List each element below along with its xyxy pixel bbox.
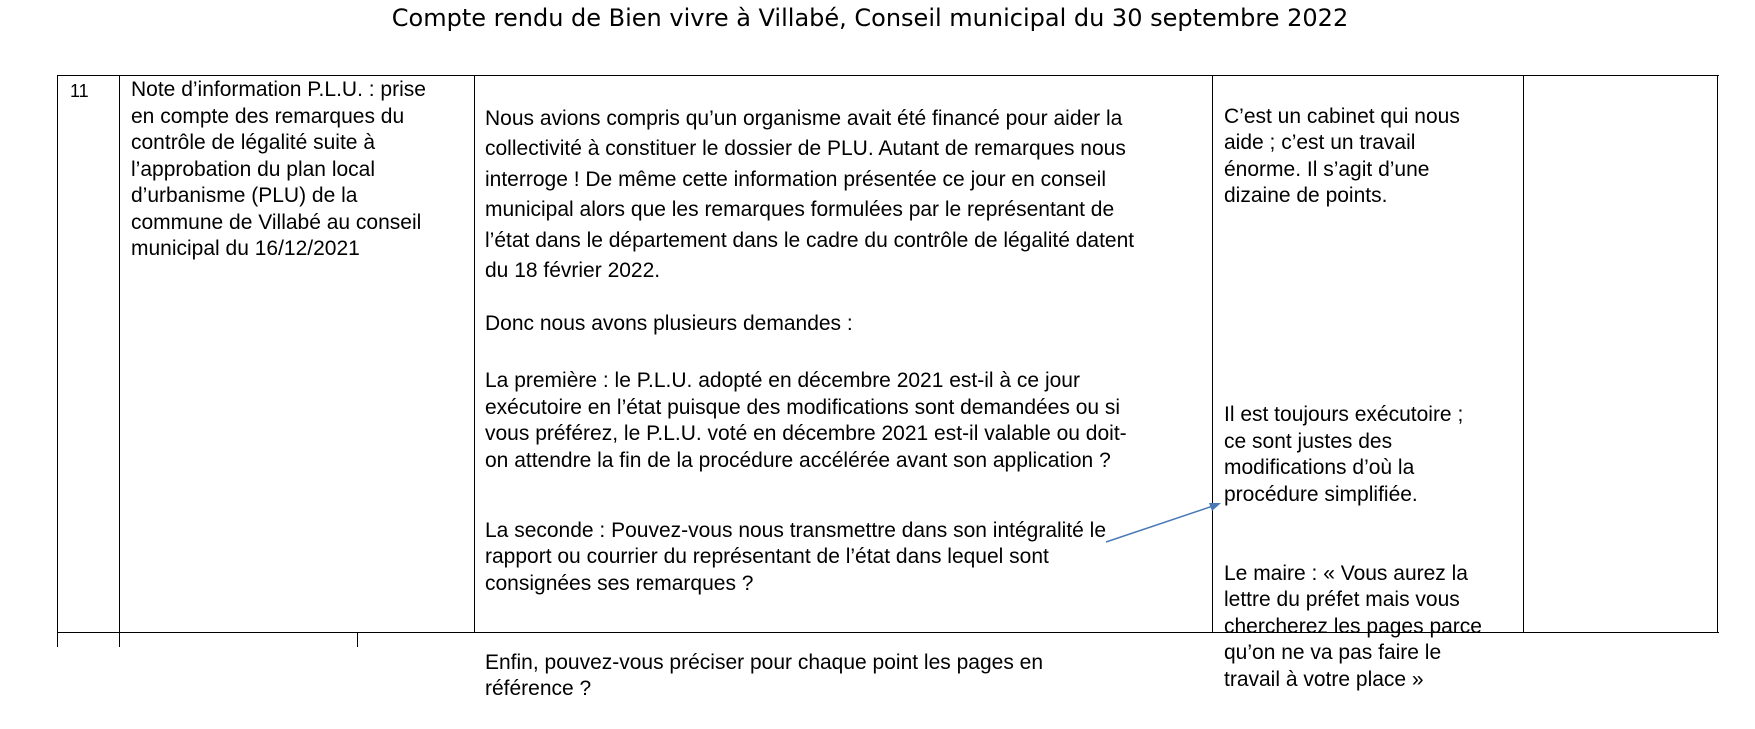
question-intro: Nous avions compris qu’un organisme avait été financé pour aider la collectivité à constituer le dossier de PLU. Autant de remarques nous interroge ! De même cette information présentée ce jour en conseil municipal alors que les remarques formulées par le représentant de l’état dans le département dans le cadre du contrôle de légalité datent du 18 février 2022.	[485, 106, 1135, 282]
answer-third: Le maire : « Vous aurez la lettre du préfet mais vous chercherez les pages parce qu’on ne va pas faire le travail à votre place »	[1224, 561, 1482, 691]
answer-first: C’est un cabinet qui nous aide ; c’est un travail énorme. Il s’agit d’une dizaine de points.	[1224, 104, 1460, 207]
answer-second: Il est toujours exécutoire ; ce sont justes des modifications d’où la procédure simplifiée.	[1224, 403, 1464, 506]
arrow-head	[1209, 503, 1221, 511]
question-cell	[485, 77, 1207, 729]
column-divider-4	[1523, 75, 1524, 632]
column-divider-1	[119, 75, 120, 647]
question-requests-intro: Donc nous avons plusieurs demandes :	[485, 312, 853, 335]
question-first-request: La première : le P.L.U. adopté en décembre 2021 est-il à ce jour exécutoire en l’état puisque des modifications sont demandées ou si vous préférez, le P.L.U. voté en décembre 2021 est-il valable ou doit- on attendre la fin de la procédure accélérée avant son application ?	[485, 369, 1127, 472]
column-divider-2	[474, 75, 475, 632]
question-final-request: Enfin, pouvez-vous préciser pour chaque point les pages en référence ?	[485, 650, 1044, 700]
answer-cell	[1224, 77, 1520, 720]
table-top-border	[57, 75, 1719, 76]
row-number-cell: 11	[70, 81, 89, 101]
next-row-column-divider	[357, 632, 358, 647]
question-second-request: La seconde : Pouvez-vous nous transmettre dans son intégralité le rapport ou courrier du représentant de l’état dans lequel sont consignées ses remarques ?	[485, 518, 1107, 595]
table-left-border	[57, 75, 58, 647]
subject-cell: Note d’information P.L.U. : prise en compte des remarques du contrôle de légalité suite à l’approbation du plan local d’urbanisme (PLU) de la commune de Villabé au conseil municipal du 16/12/2021	[131, 78, 426, 260]
page-title: Compte rendu de Bien vivre à Villabé, Conseil municipal du 30 septembre 2022	[391, 4, 1349, 32]
column-divider-3	[1212, 75, 1213, 632]
table-right-border	[1717, 75, 1718, 632]
